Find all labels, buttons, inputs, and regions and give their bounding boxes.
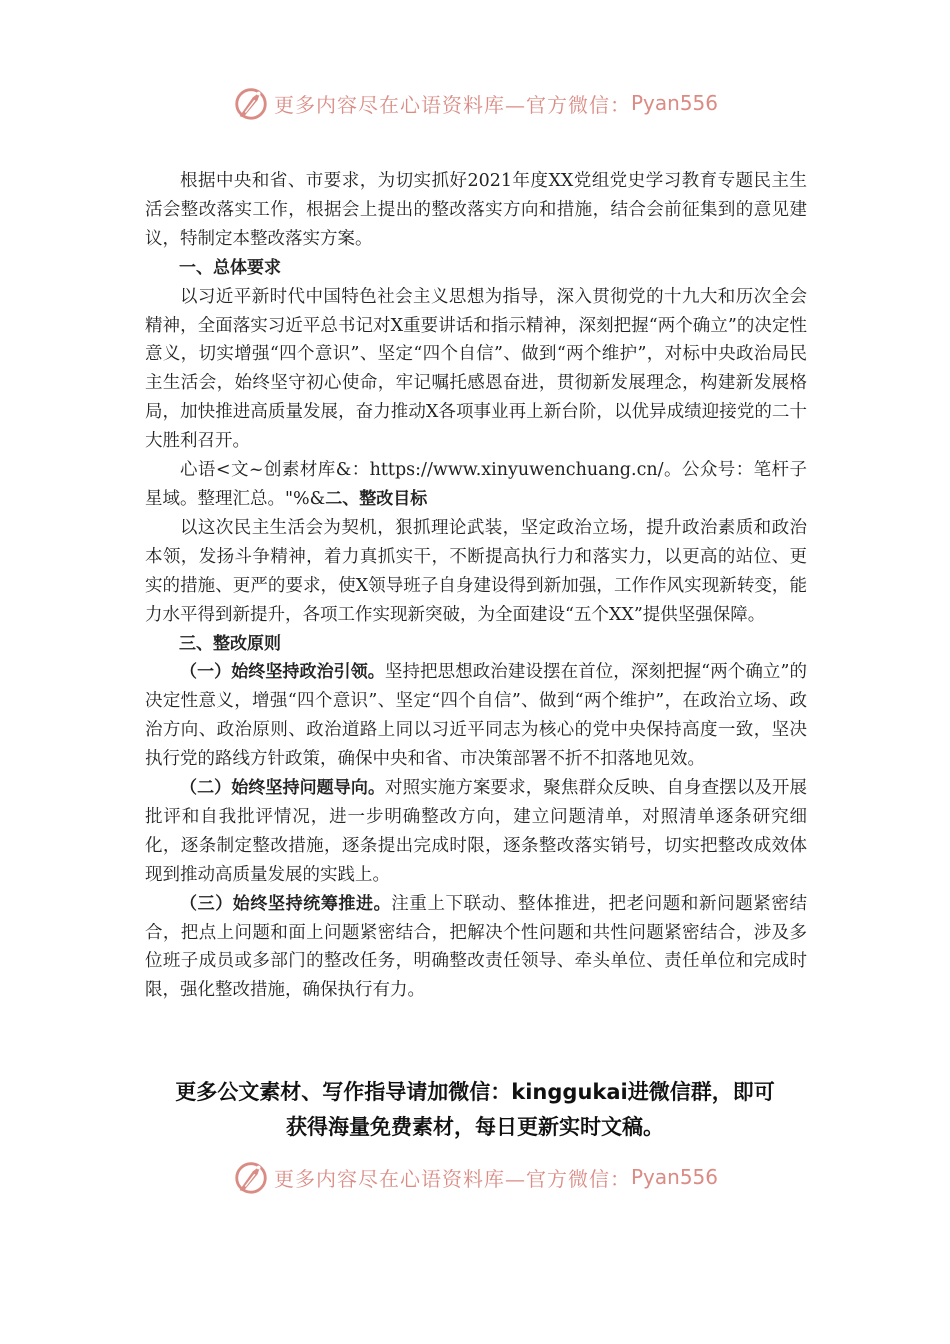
- principle-2-paragraph: [145, 774, 807, 890]
- pen-nib-logo-icon: [232, 84, 270, 122]
- principle-1-lead: （一）始终坚持政治引领。: [180, 662, 385, 683]
- banner-wechat-id: Pyan556: [630, 91, 718, 115]
- promo-block: [0, 1075, 950, 1145]
- banner-text: 更多内容尽在心语资料库—官方微信：: [273, 92, 631, 117]
- pen-nib-logo-icon: [232, 1158, 270, 1196]
- section-2-body: 以这次民主生活会为契机，狠抓理论武装，坚定政治立场，提升政治素质和政治本领，发扬斗争精神，着力真抓实干，不断提高执行力和落实力，以更高的站位、更实的措施、更严的要求，使X领导班子自身建设得到新加强，工作作风实现新转变，能力水平得到新提升，各项工作实现新突破，为全面建设“五个XX”提供坚强保障。: [145, 517, 807, 625]
- footer-banner: [0, 1157, 950, 1197]
- header-banner: [0, 83, 950, 123]
- watermark-text: 心语<文~创素材库&：https://www.xinyuwenchuang.cn/。公众号：笔杆子星域。整理汇总。"%&: [145, 460, 807, 509]
- principle-3-lead: （三）始终坚持统筹推进。: [180, 893, 392, 914]
- section-1-heading: 一、总体要求: [179, 257, 281, 278]
- section-1-body: 以习近平新时代中国特色社会主义思想为指导，深入贯彻党的十九大和历次全会精神，全面落实习近平总书记对X重要讲话和指示精神，深刻把握“两个确立”的决定性意义，切实增强“四个意识”、坚定“四个自信”、做到“两个维护”，对标中央政治局民主生活会，始终坚守初心使命，牢记嘱托感恩奋进，贯彻新发展理念，构建新发展格局，加快推进高质量发展，奋力推动X各项事业再上新台阶，以优异成绩迎接党的二十大胜利召开。: [145, 286, 807, 452]
- promo-line-2: 获得海量免费素材，每日更新实时文稿。: [286, 1115, 664, 1139]
- document-body: [145, 167, 807, 1005]
- principle-2-body: 对照实施方案要求，聚焦群众反映、自身查摆以及开展批评和自我批评情况，进一步明确整改方向，建立问题清单，对照清单逐条研究细化，逐条制定整改措施，逐条提出完成时限，逐条整改落实销号，切实把整改成效体现到推动高质量发展的实践上。: [145, 778, 808, 885]
- section-3-heading: 三、整改原则: [179, 633, 281, 654]
- watermark-paragraph: [145, 456, 807, 514]
- intro-paragraph: 根据中央和省、市要求，为切实抓好2021年度XX党组党史学习教育专题民主生活会整改落实工作，根据会上提出的整改落实方向和措施，结合会前征集到的意见建议，特制定本整改落实方案。: [145, 171, 807, 249]
- banner-text: 更多内容尽在心语资料库—官方微信：: [273, 1166, 631, 1191]
- principle-3-body: 注重上下联动、整体推进，把老问题和新问题紧密结合，把点上问题和面上问题紧密结合，把解决个性问题和共性问题紧密结合，涉及多位班子成员或多部门的整改任务，明确整改责任领导、牵头单位、责任单位和完成时限，强化整改措施，确保执行有力。: [145, 893, 808, 1001]
- principle-1-paragraph: [145, 658, 807, 774]
- promo-line-1: 更多公文素材、写作指导请加微信：kinggukai进微信群，即可: [175, 1080, 775, 1104]
- principle-2-lead: （二）始终坚持问题导向。: [180, 778, 386, 799]
- section-2-heading: 二、整改目标: [325, 488, 428, 509]
- principle-3-paragraph: [145, 890, 807, 1006]
- banner-wechat-id: Pyan556: [630, 1165, 718, 1189]
- principle-1-body: 坚持把思想政治建设摆在首位，深刻把握“两个确立”的决定性意义，增强“四个意识”、坚定“四个自信”、做到“两个维护”，在政治立场、政治方向、政治原则、政治道路上同以习近平同志为核心的党中央保持高度一致，坚决执行党的路线方针政策，确保中央和省、市决策部署不折不扣落地见效。: [145, 662, 807, 770]
